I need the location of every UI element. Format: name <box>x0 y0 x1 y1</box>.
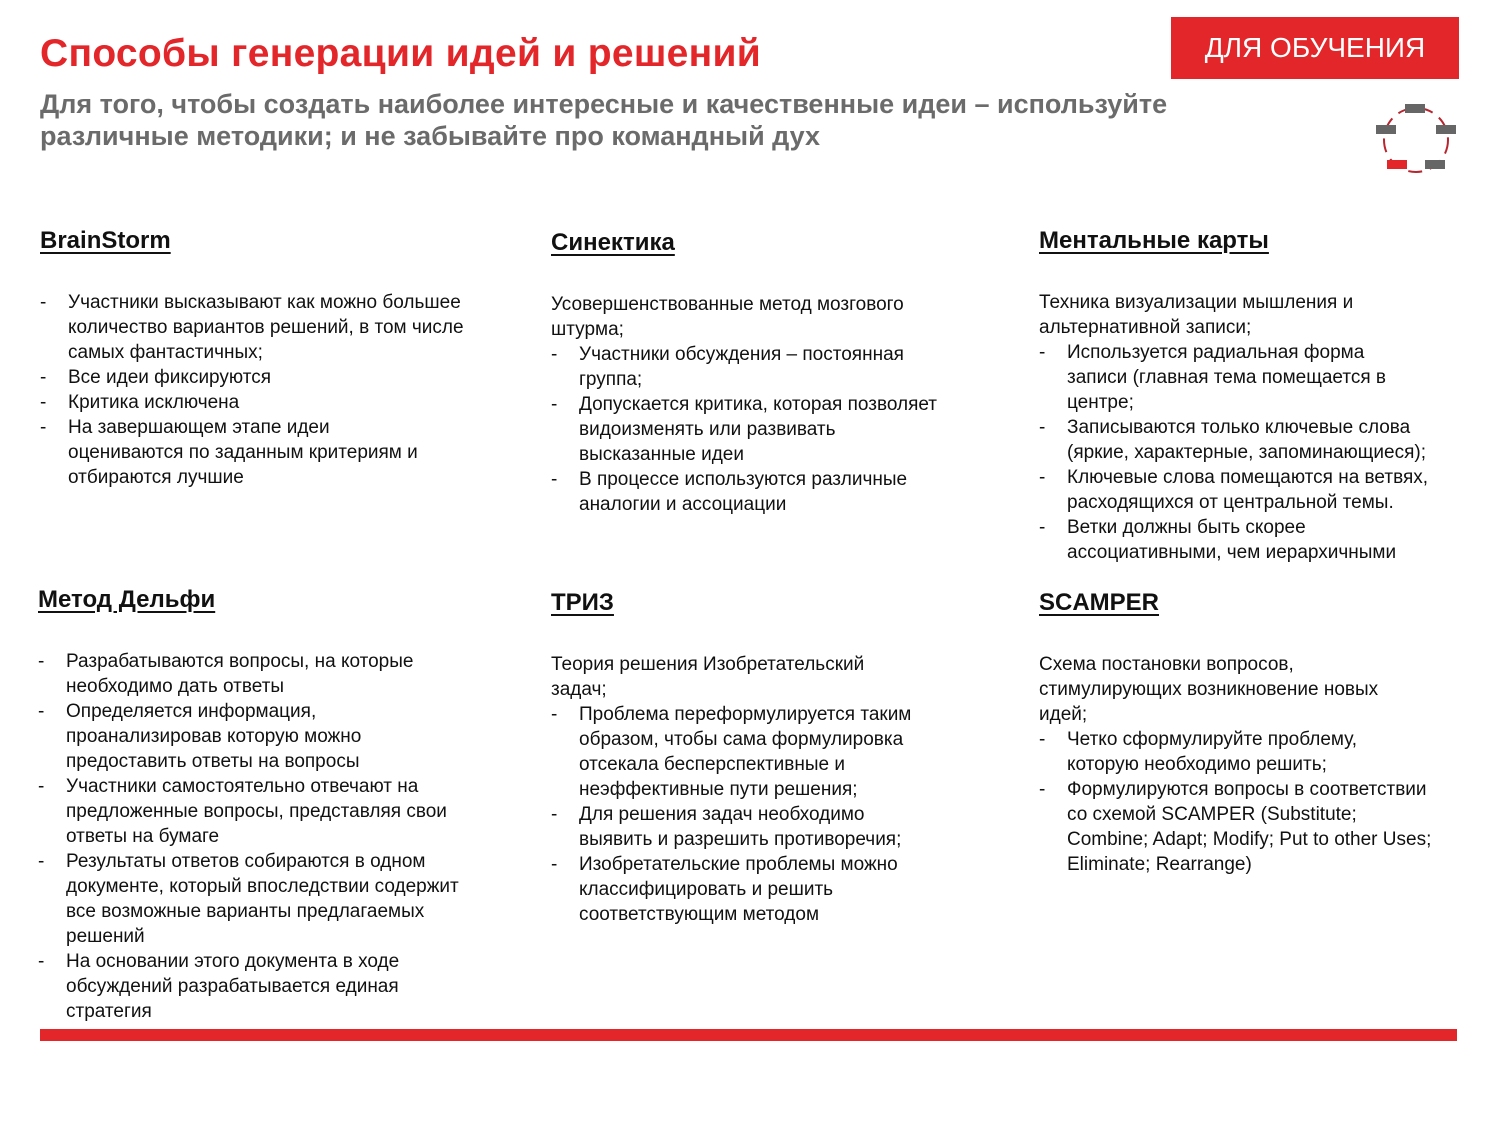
list-item: - Для решения задач необходимо выявить и разрешить противоречия; <box>551 802 939 852</box>
cycle-diagram-icon <box>1370 98 1470 178</box>
list-item: - На основании этого документа в ходе обсуждений разрабатывается единая стратегия <box>38 949 446 1024</box>
method-title: SCAMPER <box>1039 589 1160 616</box>
list-item: - Используется радиальная форма записи (главная тема помещается в центре; <box>1039 340 1427 415</box>
method-title: BrainStorm <box>40 227 171 254</box>
list-item: - Участники высказывают как можно большее количество вариантов решений, в том числе самых фантастичных; <box>40 290 480 365</box>
list-item: - Все идеи фиксируются <box>40 365 480 390</box>
list-item: - Четко сформулируйте проблему, которую необходимо решить; <box>1039 727 1417 777</box>
list-item: - Изобретательские проблемы можно классифицировать и решить соответствующим методом <box>551 852 964 927</box>
method-brainstorm <box>40 228 480 490</box>
footer-divider <box>40 1029 1457 1041</box>
list-item: - В процессе используются различные аналогии и ассоциации <box>551 467 951 517</box>
list-item: - Участники самостоятельно отвечают на предложенные вопросы, представляя свои ответы на бумаге <box>38 774 466 849</box>
method-title: Метод Дельфи <box>38 586 216 613</box>
list-item: - Проблема переформулируется таким образом, чтобы сама формулировка отсекала бесперспективные и неэффективные пути решения; <box>551 702 951 802</box>
method-synectics <box>551 230 951 517</box>
method-title: ТРИЗ <box>551 589 614 616</box>
method-title: Синектика <box>551 229 675 256</box>
list-item: - Записываются только ключевые слова (яркие, характерные, запоминающиеся); <box>1039 415 1469 465</box>
list-item: - Ветки должны быть скорее ассоциативными, чем иерархичными <box>1039 515 1447 565</box>
method-delphi <box>38 587 478 1024</box>
list-item: - Разрабатываются вопросы, на которые необходимо дать ответы <box>38 649 456 699</box>
list-item: - Определяется информация, проанализировав которую можно предоставить ответы на вопросы <box>38 699 426 774</box>
page-subtitle: Для того, чтобы создать наиболее интересные и качественные идеи – используйте различные методики; и не забывайте про командный дух <box>40 89 1168 151</box>
list-item: - Участники обсуждения – постоянная группа; <box>551 342 951 392</box>
page-title: Способы генерации идей и решений <box>40 32 762 75</box>
list-item: - Критика исключена <box>40 390 480 415</box>
list-item: - Ключевые слова помещаются на ветвях, расходящихся от центральной темы. <box>1039 465 1469 515</box>
method-intro: Теория решения Изобретательский задач; <box>551 654 865 700</box>
list-item: - Формулируются вопросы в соответствии со схемой SCAMPER (Substitute; Combine; Adapt; Modify; Put to other Uses; Eliminate; Rearrange) <box>1039 777 1437 877</box>
method-title: Ментальные карты <box>1039 227 1269 254</box>
method-intro: Схема постановки вопросов, стимулирующих возникновение новых идей; <box>1039 654 1379 725</box>
list-item: - Допускается критика, которая позволяет видоизменять или развивать высказанные идеи <box>551 392 951 467</box>
method-intro: Техника визуализации мышления и альтернативной записи; <box>1039 292 1354 338</box>
method-triz <box>551 590 951 927</box>
list-item: - На завершающем этапе идеи оцениваются по заданным критериям и отбираются лучшие <box>40 415 438 490</box>
method-scamper <box>1039 590 1439 877</box>
training-badge: ДЛЯ ОБУЧЕНИЯ <box>1171 17 1459 79</box>
method-mind-maps <box>1039 228 1469 565</box>
list-item: - Результаты ответов собираются в одном документе, который впоследствии содержит все возможные варианты предлагаемых решений <box>38 849 466 949</box>
method-intro: Усовершенствованные метод мозгового штурма; <box>551 294 904 340</box>
